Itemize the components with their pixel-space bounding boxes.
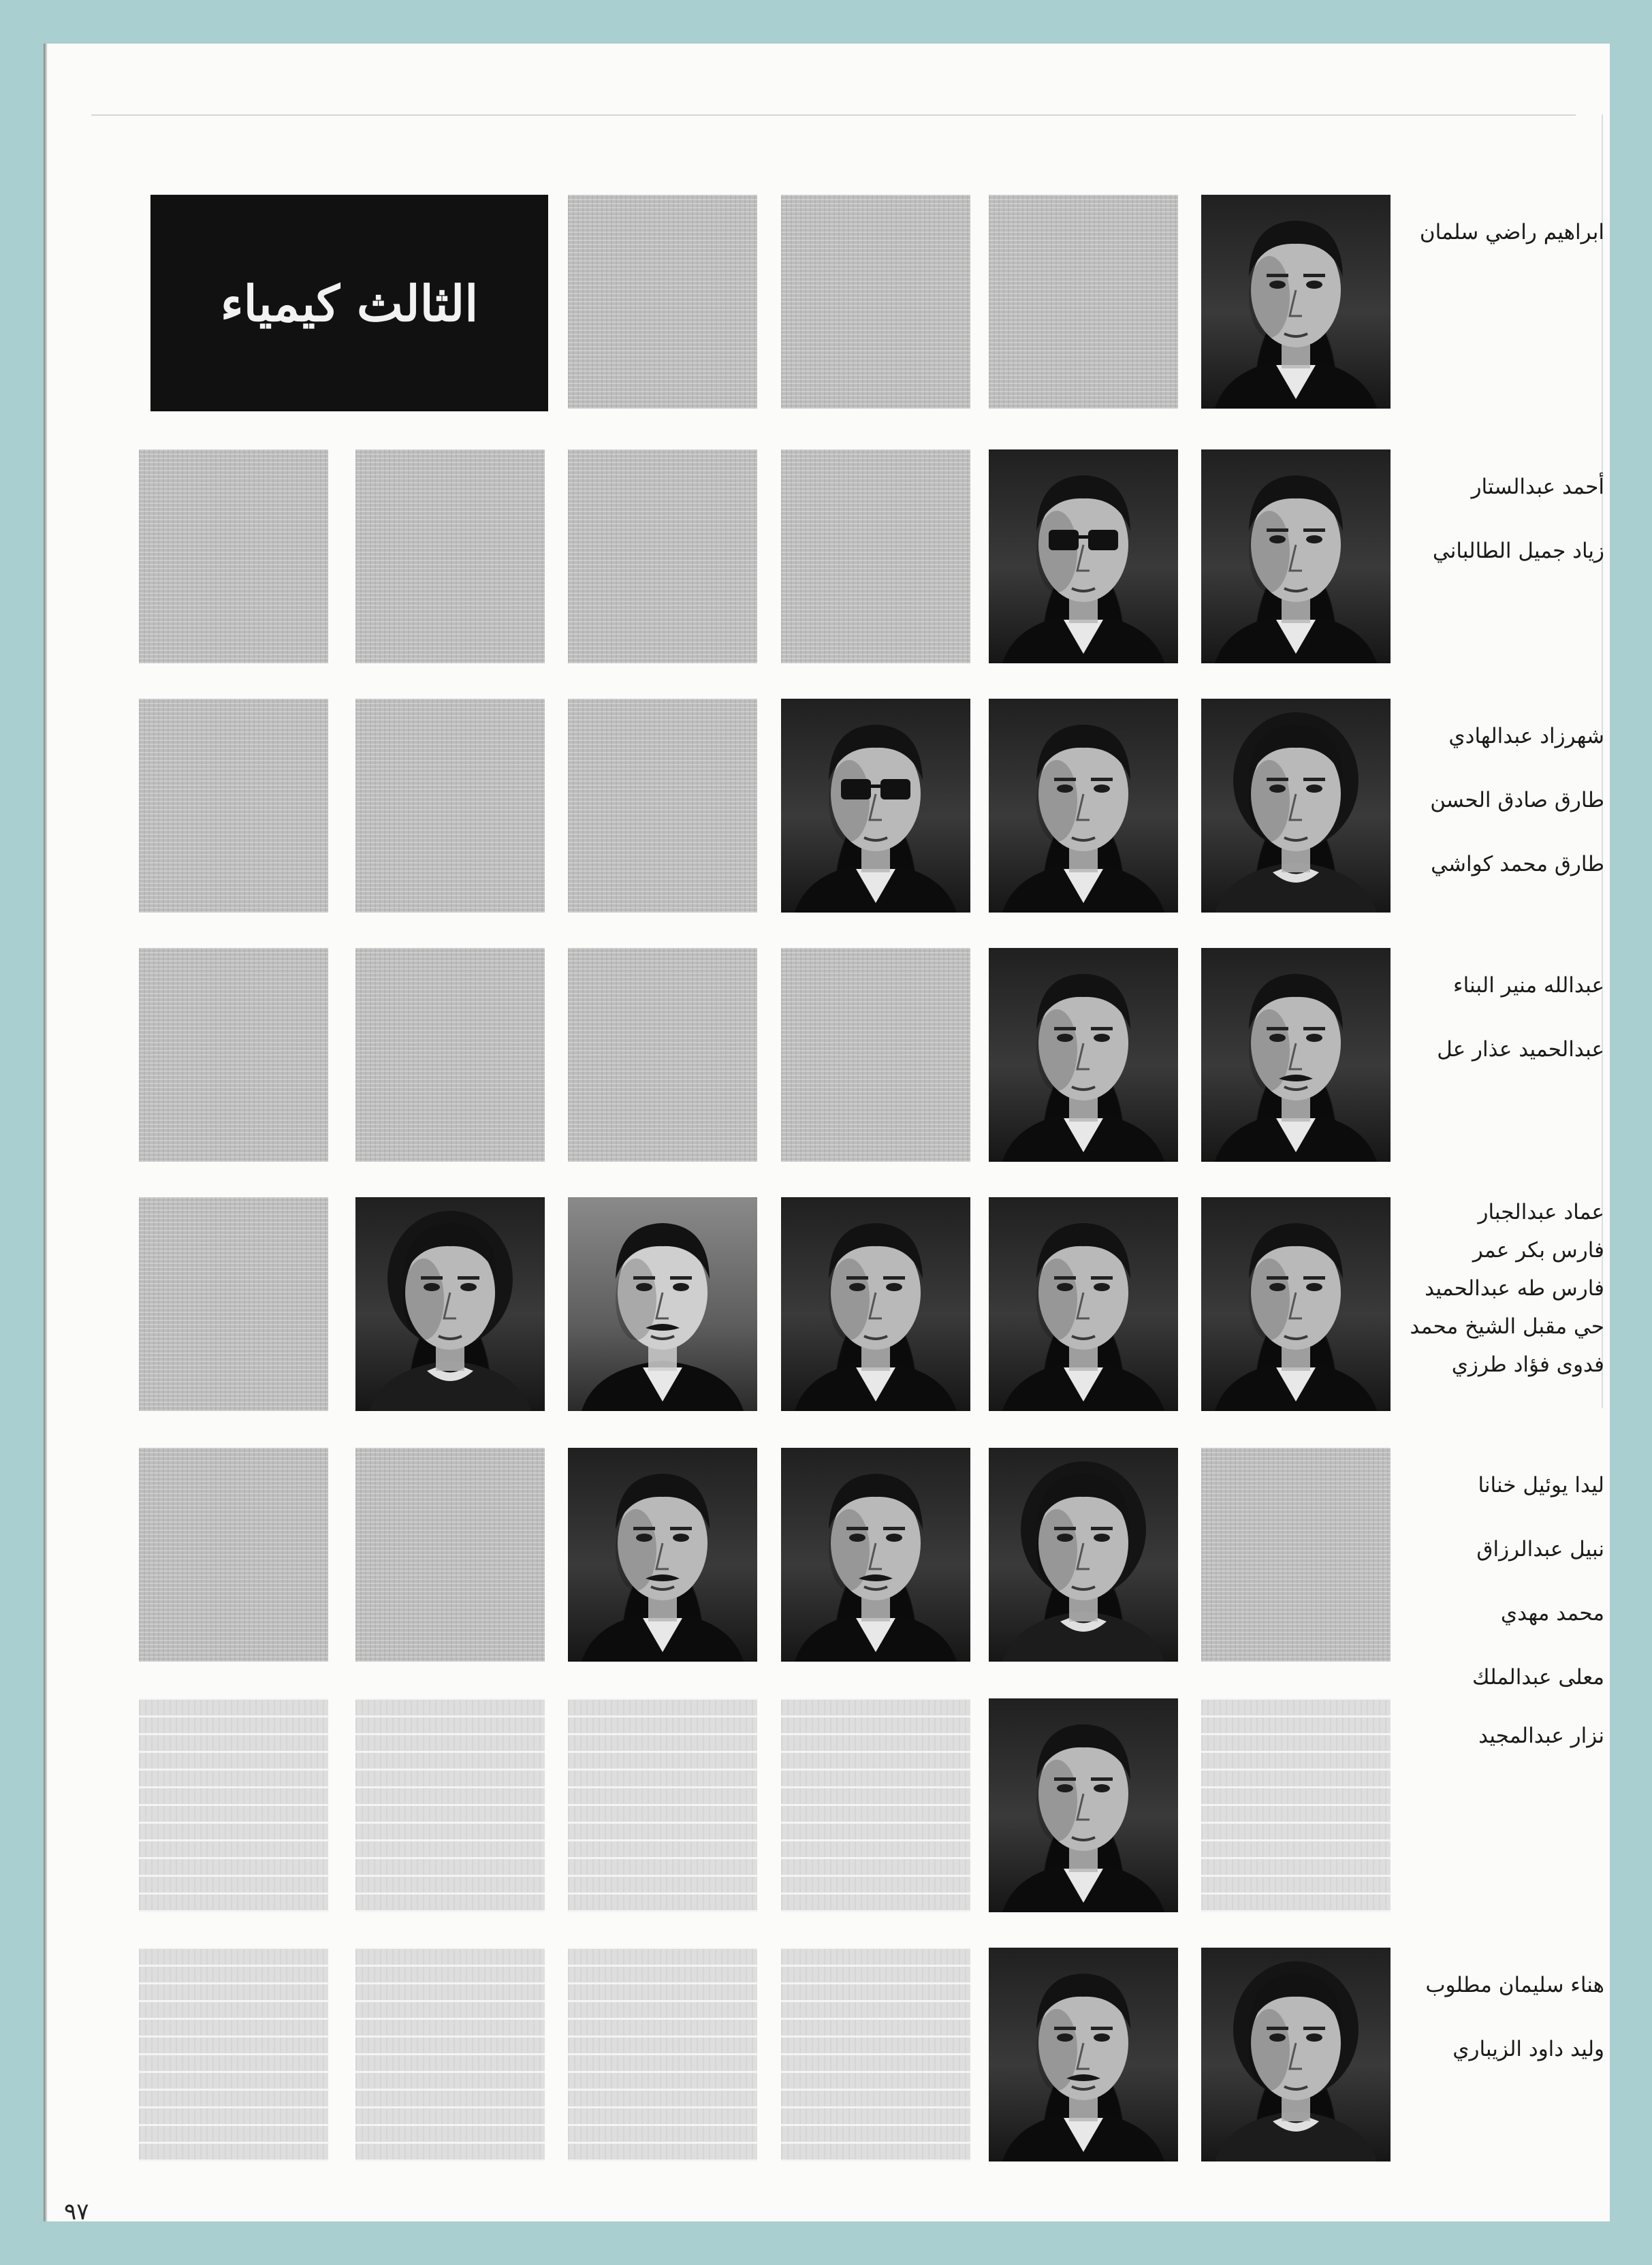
student-names <box>1407 1704 1604 1768</box>
empty-photo-slot <box>355 948 545 1162</box>
empty-photo-slot <box>1201 1698 1391 1912</box>
grid-row <box>44 1448 1610 1666</box>
grid-row <box>44 449 1610 667</box>
student-portrait <box>355 1197 545 1411</box>
student-names <box>1407 1953 1604 2081</box>
student-names <box>1407 704 1604 896</box>
student-portrait <box>989 699 1178 913</box>
student-portrait <box>989 1197 1178 1411</box>
student-names <box>1407 455 1604 583</box>
student-portrait <box>1201 1948 1391 2161</box>
student-name: معلى عبدالملك <box>1472 1665 1604 1690</box>
portrait-drawing <box>1201 1197 1391 1411</box>
portrait-drawing <box>989 699 1178 913</box>
student-portrait <box>781 699 970 913</box>
student-name: طارق محمد كواشي <box>1431 852 1604 876</box>
empty-photo-slot <box>1201 1448 1391 1662</box>
portrait-drawing <box>568 1197 757 1411</box>
empty-photo-slot <box>355 449 545 663</box>
yearbook-page <box>44 44 1610 2226</box>
student-portrait <box>1201 699 1391 913</box>
empty-photo-slot <box>781 1948 970 2161</box>
student-names <box>1407 1453 1604 1709</box>
student-portrait <box>568 1448 757 1662</box>
empty-photo-slot <box>355 1448 545 1662</box>
student-name: نزار عبدالمجيد <box>1478 1724 1604 1748</box>
empty-photo-slot <box>781 449 970 663</box>
section-title: الثالث كيمياء <box>220 274 479 332</box>
student-name: هناء سليمان مطلوب <box>1425 1973 1604 1997</box>
student-name: شهرزاد عبدالهادي <box>1448 724 1604 748</box>
student-portrait <box>1201 449 1391 663</box>
portrait-drawing <box>989 1948 1178 2161</box>
portrait-drawing <box>1201 948 1391 1162</box>
student-portrait <box>568 1197 757 1411</box>
student-name: زياد جميل الطالباني <box>1432 539 1604 563</box>
top-rule <box>91 114 1576 116</box>
student-name: نبيل عبدالرزاق <box>1476 1537 1604 1562</box>
page-number: ٩٧ <box>64 2198 89 2226</box>
portrait-drawing <box>989 948 1178 1162</box>
student-portrait <box>989 1948 1178 2161</box>
grid-row <box>44 1948 1610 2166</box>
empty-photo-slot <box>139 1948 328 2161</box>
student-name: وليد داود الزيباري <box>1452 2037 1604 2061</box>
portrait-drawing <box>355 1197 545 1411</box>
empty-photo-slot <box>568 699 757 913</box>
student-name: فارس بكر عمر <box>1472 1238 1604 1263</box>
student-portrait <box>1201 1197 1391 1411</box>
student-name: عبدالله منير البناء <box>1453 973 1604 998</box>
student-names <box>1407 1193 1604 1384</box>
student-name: ابراهيم راضي سلمان <box>1419 220 1604 244</box>
portrait-drawing <box>989 1698 1178 1912</box>
student-names <box>1407 200 1604 264</box>
student-portrait <box>989 948 1178 1162</box>
student-name: أحمد عبدالستار <box>1471 475 1604 499</box>
student-name: محمد مهدي <box>1500 1601 1604 1626</box>
empty-photo-slot <box>781 948 970 1162</box>
empty-photo-slot <box>781 195 970 409</box>
portrait-drawing <box>781 1197 970 1411</box>
empty-photo-slot <box>568 948 757 1162</box>
portrait-drawing <box>989 1448 1178 1662</box>
empty-photo-slot <box>139 449 328 663</box>
student-portrait <box>989 449 1178 663</box>
empty-photo-slot <box>568 1948 757 2161</box>
grid-row <box>44 699 1610 917</box>
empty-photo-slot <box>568 1698 757 1912</box>
empty-photo-slot <box>568 449 757 663</box>
grid-row <box>44 195 1610 413</box>
portrait-drawing <box>1201 699 1391 913</box>
student-name: ليدا يوئيل خنانا <box>1478 1473 1604 1498</box>
grid-row <box>44 1197 1610 1415</box>
empty-photo-slot <box>989 195 1178 409</box>
student-name: فدوى فؤاد طرزي <box>1451 1352 1604 1377</box>
portrait-drawing <box>568 1448 757 1662</box>
student-portrait <box>989 1448 1178 1662</box>
empty-photo-slot <box>355 1698 545 1912</box>
student-portrait <box>1201 195 1391 409</box>
empty-photo-slot <box>355 1948 545 2161</box>
student-name: عماد عبدالجبار <box>1478 1200 1604 1224</box>
empty-photo-slot <box>139 699 328 913</box>
empty-photo-slot <box>568 195 757 409</box>
empty-photo-slot <box>781 1698 970 1912</box>
portrait-drawing <box>989 1197 1178 1411</box>
portrait-drawing <box>989 449 1178 663</box>
grid-row <box>44 1698 1610 1916</box>
portrait-drawing <box>1201 1948 1391 2161</box>
student-name: طارق صادق الحسن <box>1430 788 1604 812</box>
empty-photo-slot <box>139 1448 328 1662</box>
empty-photo-slot <box>139 1698 328 1912</box>
portrait-drawing <box>781 1448 970 1662</box>
portrait-drawing <box>781 699 970 913</box>
empty-photo-slot <box>139 948 328 1162</box>
student-name: حي مقبل الشيخ محمد <box>1410 1314 1604 1339</box>
student-name: عبدالحميد عذار عل <box>1437 1037 1604 1062</box>
student-portrait <box>781 1448 970 1662</box>
student-portrait <box>1201 948 1391 1162</box>
portrait-drawing <box>1201 195 1391 409</box>
student-portrait <box>989 1698 1178 1912</box>
student-portrait <box>781 1197 970 1411</box>
grid-row <box>44 948 1610 1166</box>
student-name: فارس طه عبدالحميد <box>1425 1276 1604 1301</box>
portrait-drawing <box>1201 449 1391 663</box>
empty-photo-slot <box>139 1197 328 1411</box>
empty-photo-slot <box>355 699 545 913</box>
student-names <box>1407 953 1604 1081</box>
